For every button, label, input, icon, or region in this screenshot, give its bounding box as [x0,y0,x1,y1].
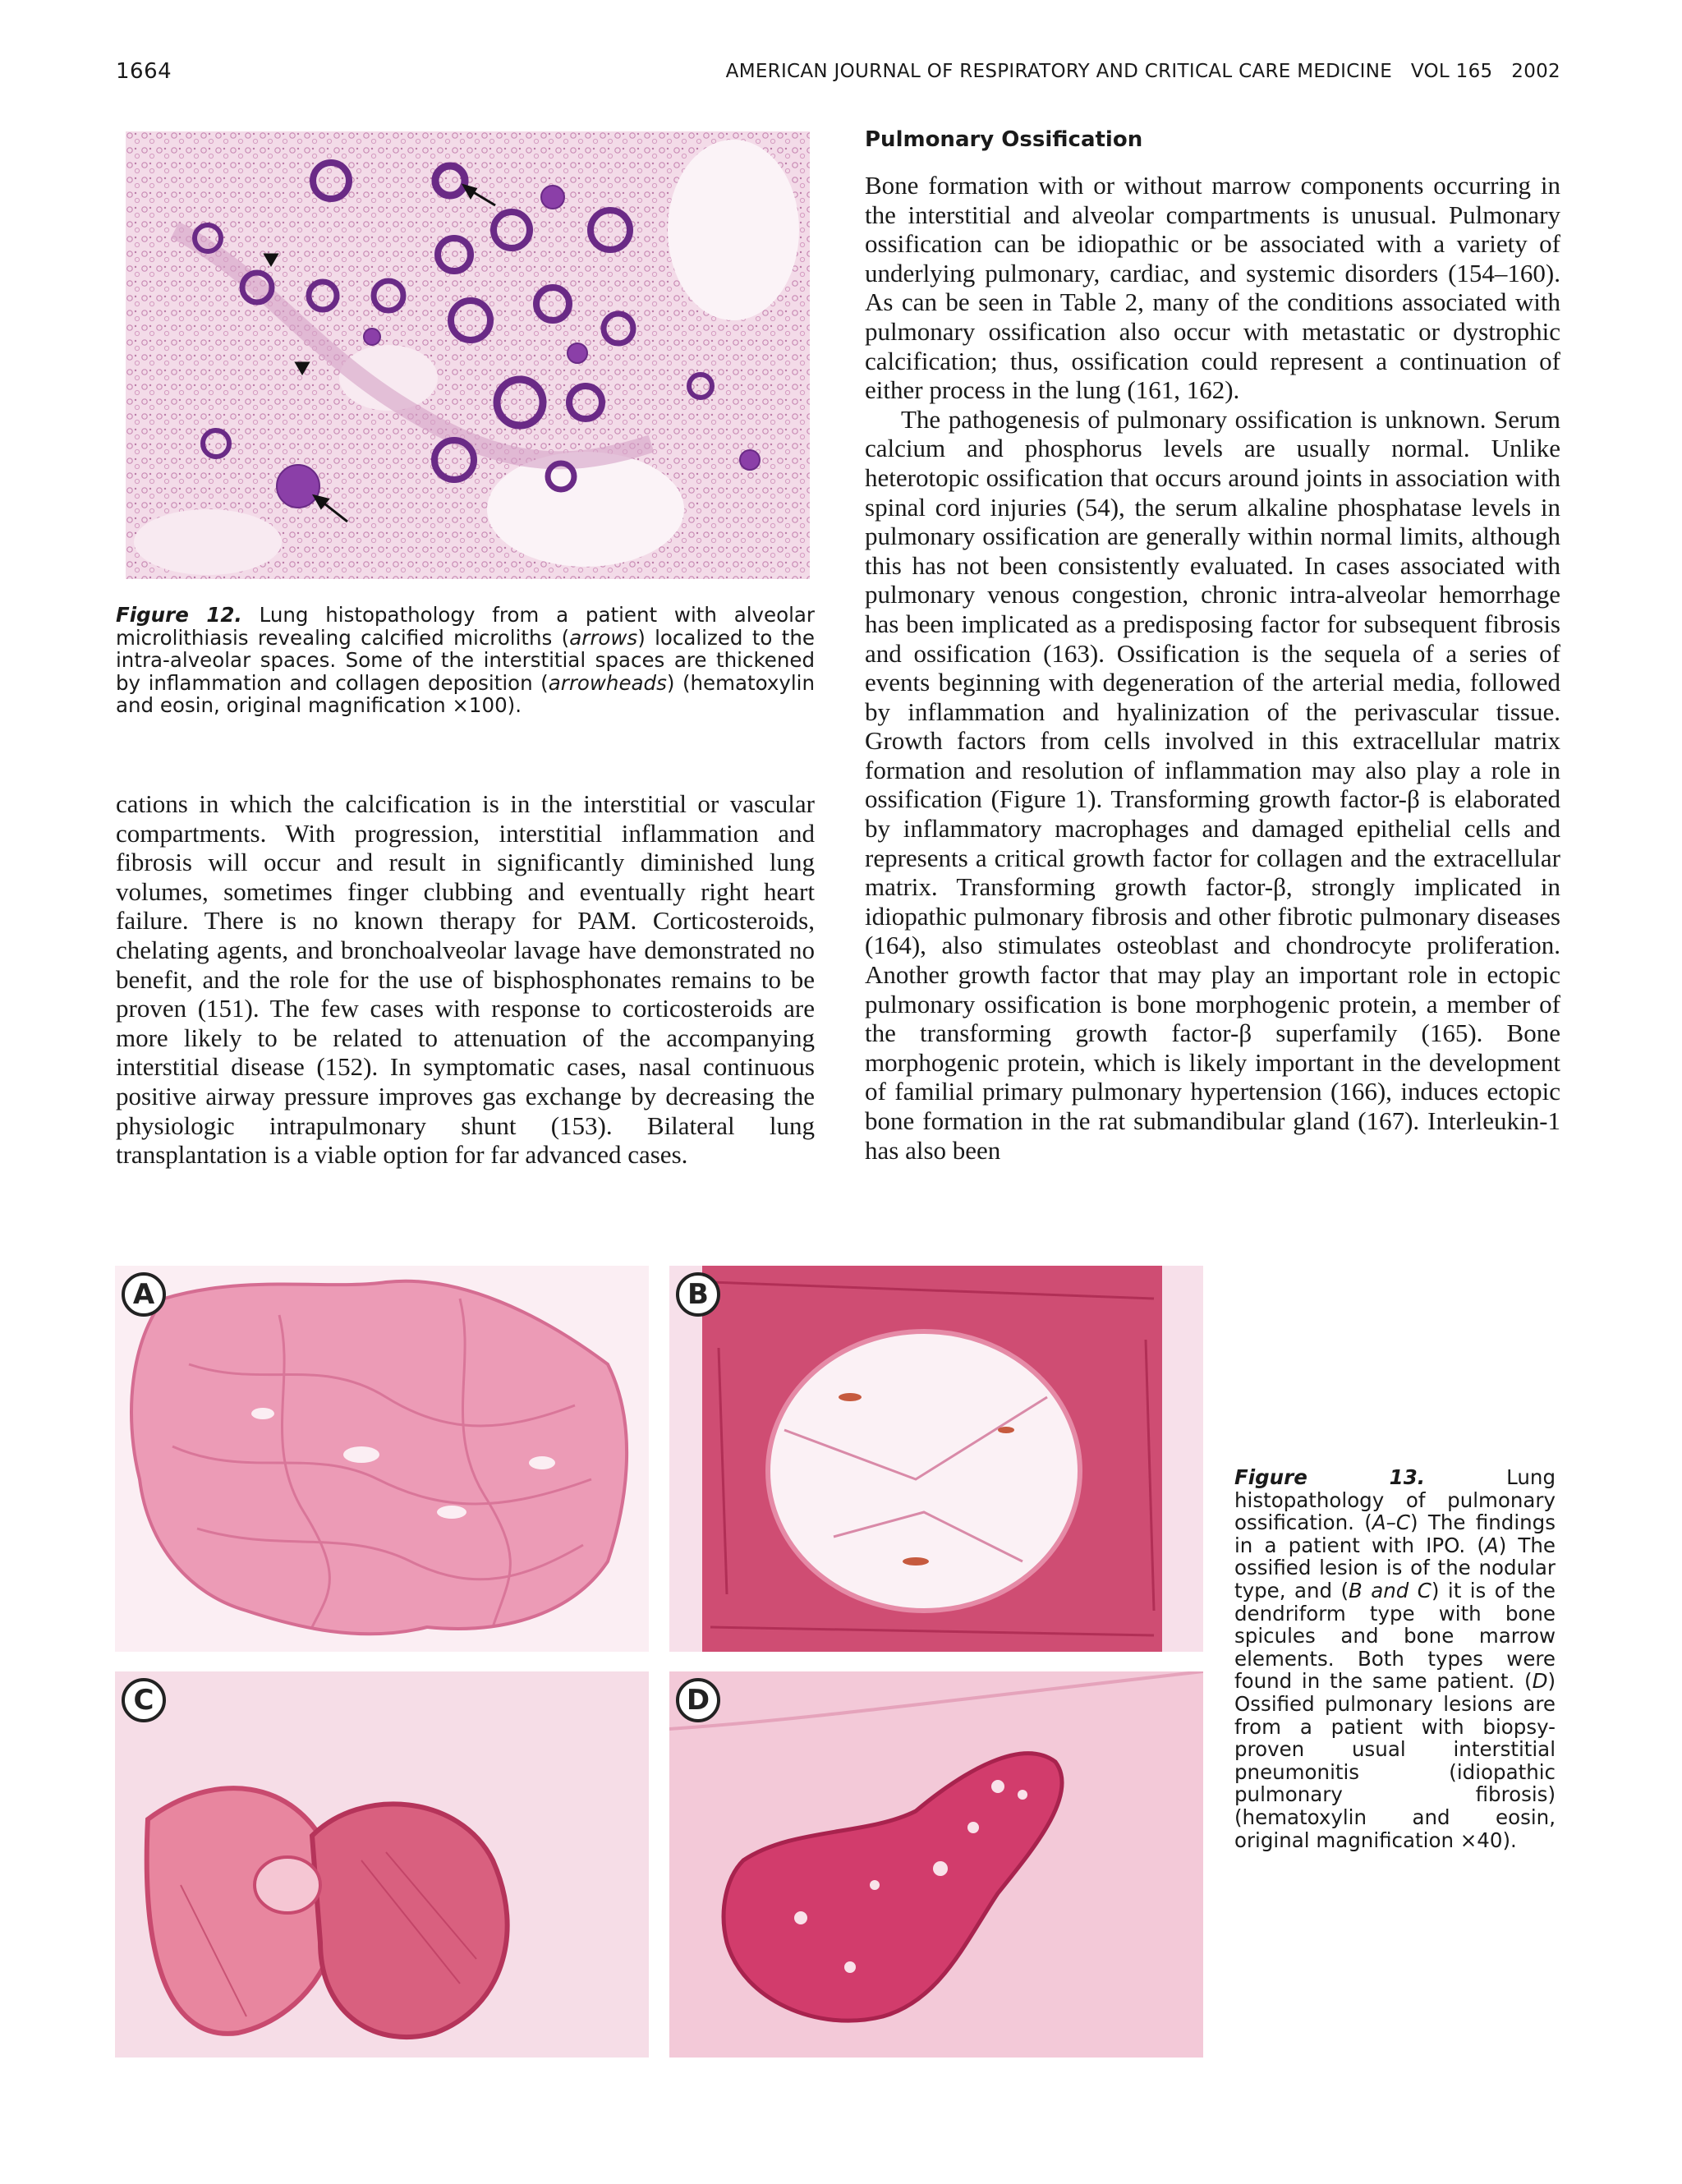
caption-emphasis: A–C [1372,1510,1410,1535]
figure-12-label: Figure 12. [116,603,242,627]
page-number: 1664 [116,59,172,84]
caption-text: ) (hematoxylin and eosin, original magnification ×100). [116,670,815,717]
figure-13-panel-d [669,1671,1203,2058]
right-column-body [865,171,1560,1165]
figure-13-panel-a [115,1266,649,1652]
body-paragraph: The pathogenesis of pulmonary ossification is unknown. Serum calcium and phosphorus levels are usually normal. Unlike heterotopic ossification that occurs around joints in association with spinal cord injuries (54), the serum alkaline phosphatase levels in pulmonary ossification are generally within normal limits, although this has not been consistently evaluated. In cases associated with pulmonary venous congestion, chronic intra-alveolar hemorrhage has been implicated as a predisposing factor for subsequent fibrosis and ossification (163). Ossification is the sequela of a series of events beginning with degeneration of the arterial media, followed by inflammation and hyalinization of the perivascular tissue. Growth factors from cells involved in this extracellular matrix formation and resolution of inflammation may also play a role in ossification (Figure 1). Transforming growth factor-β is elaborated by inflammatory macrophages and damaged epithelial cells and represents a critical growth factor for collagen and the extracellular matrix. Transforming growth factor-β, strongly implicated in idiopathic pulmonary fibrosis and other fibrotic pulmonary diseases (164), also stimulates osteoblast and chondrocyte proliferation. Another growth factor that may play an important role in ectopic pulmonary ossification is bone morphogenic protein, a member of the transforming growth factor-β superfamily (165). Bone morphogenic protein, which is likely important in the development of familial primary pulmonary hypertension (166), induces ectopic bone formation in the rat submandibular gland (167). Interleukin-1 has also been [865,404,1560,1165]
panel-label-b: B [676,1272,720,1317]
figure-13-panel-b [669,1266,1203,1652]
figure-13 [115,1266,1203,2058]
caption-emphasis: arrows [569,625,638,650]
caption-text: Lung histopathology of pulmonary ossification. ( [1234,1465,1556,1535]
caption-text: ) Ossified pulmonary lesions are from a patient with biopsy-proven usual interstitial pneumonitis (idiopathic pulmonary fibrosis) (hematoxylin and eosin, original magnification ×40). [1234,1669,1556,1852]
caption-emphasis: A [1484,1533,1499,1557]
caption-emphasis: B and C [1349,1578,1432,1602]
figure-12-caption [116,604,815,717]
section-heading: Pulmonary Ossification [865,127,1143,152]
caption-emphasis: D [1532,1669,1548,1694]
figure-13-caption [1234,1466,1556,1851]
caption-text: ) localized to the intra-alveolar spaces. Some of the interstitial spaces are thickened by inflammation and collagen deposition ( [116,625,815,695]
figure-13-panel-c [115,1671,649,2058]
body-paragraph: Bone formation with or without marrow components occurring in the interstitial and alveolar compartments is unusual. Pulmonary ossification can be idiopathic or be associated with a variety of underlying pulmonary, cardiac, and systemic disorders (154–160). As can be seen in Table 2, many of the conditions associated with pulmonary ossification also occur with metastatic or dystrophic calcification; thus, ossification could represent a continuation of either process in the lung (161, 162). [865,171,1560,405]
panel-label-c: C [122,1678,166,1722]
caption-text: ) The ossified lesion is of the nodular type, and ( [1234,1533,1556,1602]
panel-label-d: D [676,1678,720,1722]
panel-label-a: A [122,1272,166,1317]
figure-12-image [126,131,810,579]
caption-emphasis: arrowheads [548,670,667,695]
caption-text: Lung histopathology from a patient with alveolar microlithiasis revealing calcified microliths ( [116,603,815,650]
caption-text: ) The findings in a patient with IPO. ( [1234,1510,1556,1557]
left-column-body [116,789,815,1170]
body-paragraph: cations in which the calcification is in the interstitial or vascular compartments. With progression, interstitial inflammation and fibrosis will occur and result in significantly diminished lung volumes, sometimes finger clubbing and eventually right heart failure. There is no known therapy for PAM. Corticosteroids, chelating agents, and bronchoalveolar lavage have demonstrated no benefit, and the role for the use of bisphosphonates remains to be proven (151). The few cases with response to corticosteroids are more likely to be related to attenuation of the accompanying interstitial disease (152). In symptomatic cases, nasal continuous positive airway pressure improves gas exchange by decreasing the physiologic intrapulmonary shunt (153). Bilateral lung transplantation is a viable option for far advanced cases. [116,789,815,1170]
figure-13-label: Figure 13. [1234,1465,1426,1489]
running-head: AMERICAN JOURNAL OF RESPIRATORY AND CRITICAL CARE MEDICINE VOL 165 2002 [725,61,1560,82]
caption-text: ) it is of the dendriform type with bone spicules and bone marrow elements. Both types were found in the same patient. ( [1234,1578,1556,1694]
